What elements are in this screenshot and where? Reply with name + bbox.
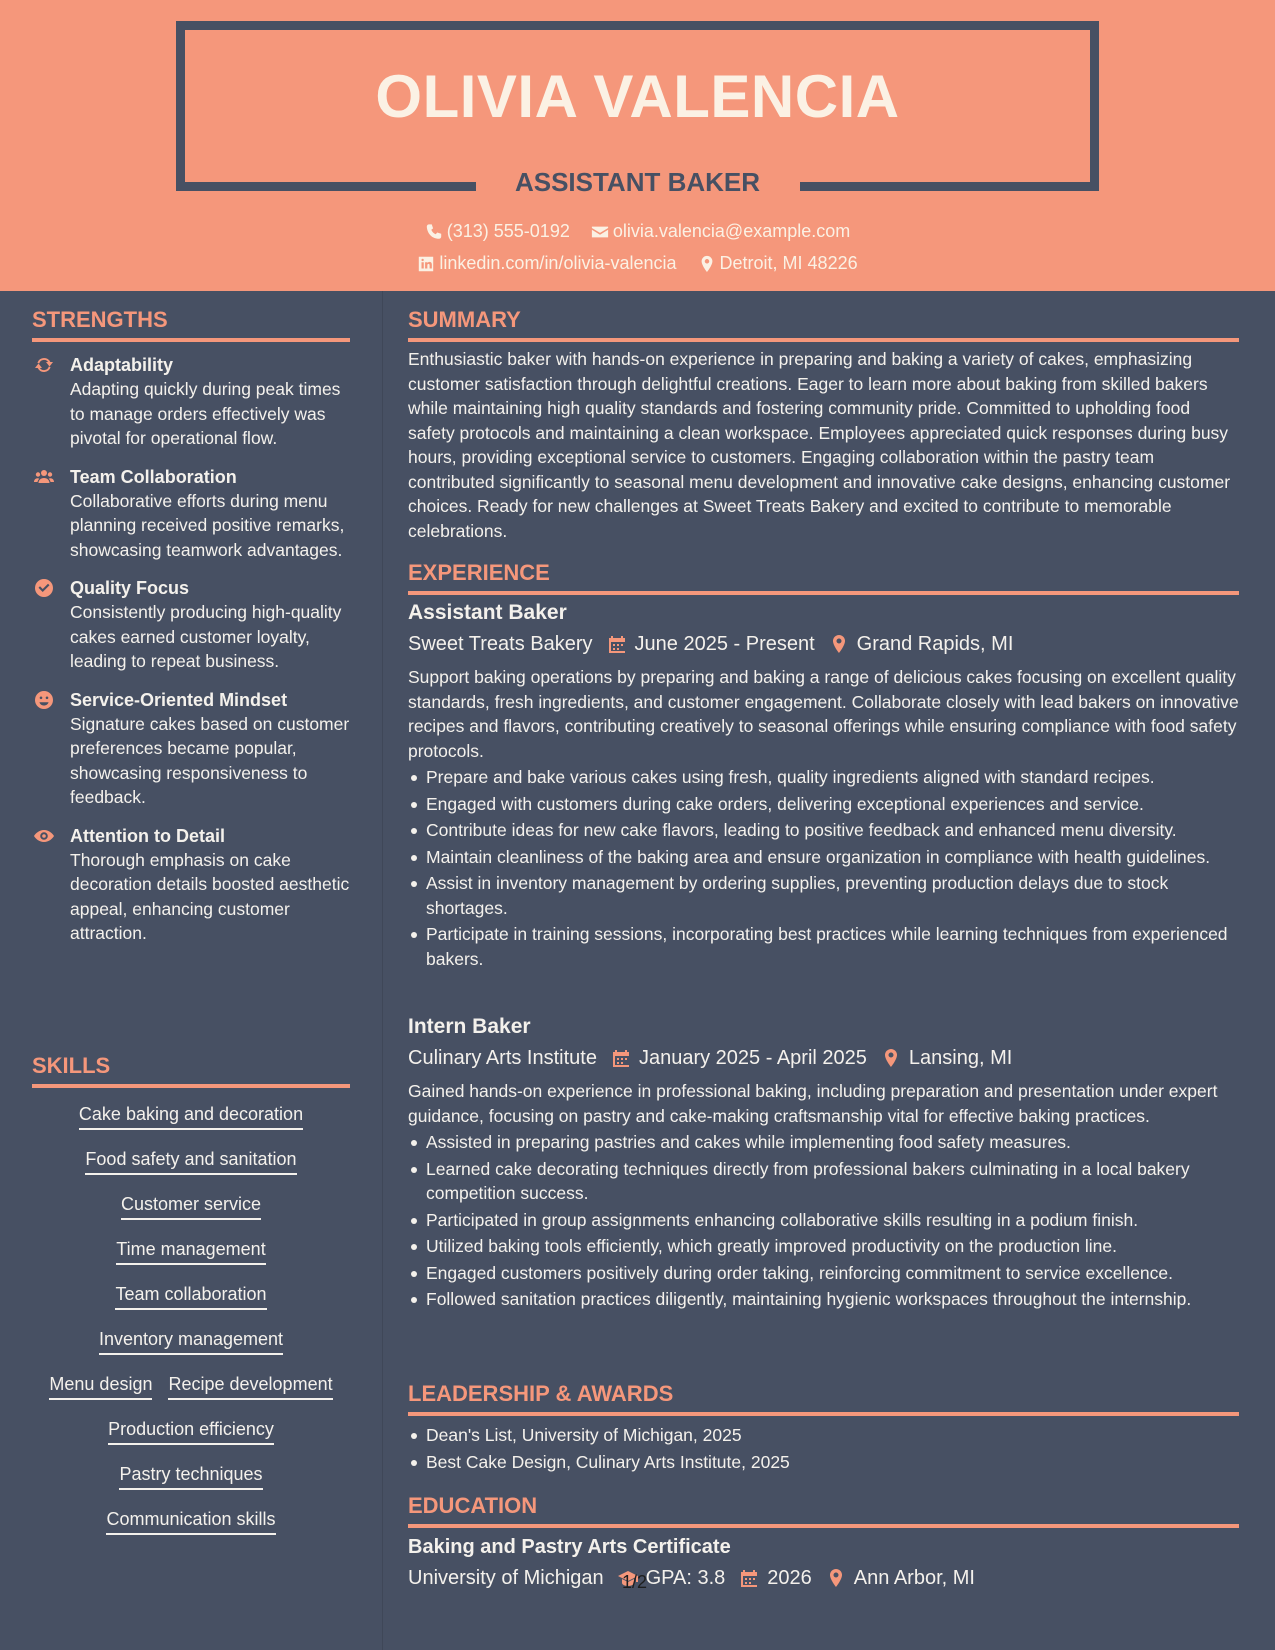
job-bullets xyxy=(408,1130,1239,1312)
education-heading: EDUCATION xyxy=(408,1493,1239,1528)
strength-desc: Consistently producing high-quality cakes earned customer loyalty, leading to repeat business. xyxy=(70,602,342,671)
job-position: Assistant Baker xyxy=(408,601,567,624)
job-position: Intern Baker xyxy=(408,1015,531,1038)
job-company: Culinary Arts Institute xyxy=(408,1047,597,1069)
leadership-list xyxy=(408,1423,1239,1476)
map-pin-icon xyxy=(698,255,716,273)
smile-icon xyxy=(34,690,54,710)
education-degree: Baking and Pastry Arts Certificate xyxy=(408,1536,731,1558)
skill-tag: Communication skills xyxy=(106,1508,275,1535)
job-bullet: Participated in group assignments enhancing collaborative skills resulting in a podium finish. xyxy=(408,1208,1239,1233)
contact-linkedin[interactable] xyxy=(417,253,676,274)
skills-heading: SKILLS xyxy=(32,1053,350,1088)
job-bullet: Engaged with customers during cake orders, delivering exceptional experiences and service. xyxy=(408,792,1239,817)
strength-item xyxy=(32,576,350,674)
job-description: Support baking operations by preparing and baking a range of delicious cakes focusing on excellent quality standards, fresh ingredients, and customer engagement. Collaborate closely with lead bakers on innovative recipes and flavors, contributing creatively to seasonal offerings while ensuring compliance with food safety protocols. xyxy=(408,667,1239,761)
education-location-text: Ann Arbor, MI xyxy=(853,1567,975,1589)
job-bullet: Maintain cleanliness of the baking area and ensure organization in compliance with health guidelines. xyxy=(408,845,1239,870)
strength-desc: Collaborative efforts during menu planning received positive remarks, showcasing teamwork advantages. xyxy=(70,490,345,560)
skill-tag: Customer service xyxy=(121,1193,261,1220)
job-location xyxy=(881,1044,1012,1072)
job-meta xyxy=(408,1044,1239,1072)
strength-desc: Thorough emphasis on cake decoration details boosted aesthetic appeal, enhancing customer attraction. xyxy=(70,849,350,943)
linkedin-text: linkedin.com/in/olivia-valencia xyxy=(439,253,677,273)
strength-title: Service-Oriented Mindset xyxy=(70,689,288,710)
email-text: olivia.valencia@example.com xyxy=(612,221,851,241)
eye-icon xyxy=(34,826,54,846)
location-text: Detroit, MI 48226 xyxy=(719,253,858,273)
job-dates xyxy=(607,630,815,658)
column-divider xyxy=(382,291,383,1650)
header-band xyxy=(0,0,1275,291)
job-bullet: Learned cake decorating techniques directly from professional bakers culminating in a local bakery competition success. xyxy=(408,1157,1239,1206)
strengths-heading: STRENGTHS xyxy=(32,307,350,342)
job-description: Gained hands-on experience in professional baking, including preparation and presentation under expert guidance, focusing on pastry and cake-making craftsmanship vital for effective baking practices. xyxy=(408,1081,1218,1126)
job-meta xyxy=(408,630,1239,658)
strength-item xyxy=(32,353,350,451)
job-bullet: Engaged customers positively during order taking, reinforcing commitment to service excellence. xyxy=(408,1261,1239,1286)
experience-heading: EXPERIENCE xyxy=(408,560,1239,595)
skill-tag: Recipe development xyxy=(168,1373,332,1400)
strength-item xyxy=(32,465,350,563)
education-entry xyxy=(408,1533,1239,1592)
education-school: University of Michigan xyxy=(408,1567,604,1589)
skill-tag: Time management xyxy=(116,1238,265,1265)
strength-item xyxy=(32,824,350,946)
strength-desc: Adapting quickly during peak times to manage orders effectively was pivotal for operational flow. xyxy=(70,379,341,448)
job-bullets xyxy=(408,765,1239,971)
job-company: Sweet Treats Bakery xyxy=(408,633,593,655)
candidate-name: OLIVIA VALENCIA xyxy=(375,63,900,130)
education-location xyxy=(826,1564,975,1592)
strength-title: Attention to Detail xyxy=(70,825,225,846)
award-item: Dean's List, University of Michigan, 2025 xyxy=(408,1423,1239,1448)
contact-phone[interactable] xyxy=(425,221,570,242)
skill-tag: Inventory management xyxy=(99,1328,283,1355)
strength-title: Quality Focus xyxy=(70,578,190,598)
job-bullet: Followed sanitation practices diligently, maintaining hygienic workspaces throughout the internship. xyxy=(408,1287,1239,1312)
job-dates-text: June 2025 - Present xyxy=(634,633,815,655)
map-pin-icon xyxy=(829,634,849,654)
summary-text: Enthusiastic baker with hands-on experience in preparing and baking a variety of cakes, emphasizing customer satisfaction through delightful creations. Eager to learn more about baking from skilled bakers while maintaining high quality standards and fostering community pride. Committed to upholding food safety protocols and maintaining a clean workspace. Employees appreciated quick responses during busy hours, providing exceptional service to customers. Engaging collaboration within the pastry team contributed significantly to seasonal menu development and innovative cake designs, enhancing customer choices. Ready for new challenges at Sweet Treats Bakery and excited to contribute to memorable celebrations. xyxy=(408,349,1231,541)
job-bullet: Assisted in preparing pastries and cakes while implementing food safety measures. xyxy=(408,1130,1239,1155)
check-circle-icon xyxy=(34,578,54,598)
education-year xyxy=(739,1564,812,1592)
skill-tag: Team collaboration xyxy=(115,1283,266,1310)
page-number: 1/2 xyxy=(622,1572,648,1592)
skill-tag: Pastry techniques xyxy=(119,1463,262,1490)
skill-tag: Menu design xyxy=(49,1373,152,1400)
job-bullet: Participate in training sessions, incorporating best practices while learning techniques from experienced bakers. xyxy=(408,922,1239,971)
skill-tag: Food safety and sanitation xyxy=(85,1148,296,1175)
linkedin-icon xyxy=(417,255,435,273)
skill-tag: Cake baking and decoration xyxy=(79,1103,303,1130)
job-bullet: Prepare and bake various cakes using fresh, quality ingredients aligned with standard recipes. xyxy=(408,765,1239,790)
contact-row-1 xyxy=(0,221,1275,246)
experience-job xyxy=(408,599,1239,973)
phone-icon xyxy=(425,223,443,241)
experience-job xyxy=(408,1013,1239,1314)
education-year-text: 2026 xyxy=(767,1567,812,1589)
job-bullet: Contribute ideas for new cake flavors, leading to positive feedback and enhanced menu diversity. xyxy=(408,818,1239,843)
calendar-icon xyxy=(611,1048,631,1068)
calendar-icon xyxy=(607,634,627,654)
job-title-heading: ASSISTANT BAKER xyxy=(514,167,761,197)
strength-item xyxy=(32,688,350,810)
education-meta xyxy=(408,1564,1239,1592)
phone-text: (313) 555-0192 xyxy=(446,221,570,241)
calendar-icon xyxy=(739,1568,759,1588)
summary-heading: SUMMARY xyxy=(408,307,1239,342)
strength-desc: Signature cakes based on customer preferences became popular, showcasing responsiveness to feedback. xyxy=(70,713,350,807)
job-location-text: Grand Rapids, MI xyxy=(856,633,1014,655)
education-gpa-text: GPA: 3.8 xyxy=(645,1567,726,1589)
job-bullet: Utilized baking tools efficiently, which greatly improved productivity on the production line. xyxy=(408,1234,1239,1259)
contact-location xyxy=(698,253,858,274)
job-dates xyxy=(611,1044,867,1072)
users-icon xyxy=(34,467,54,487)
map-pin-icon xyxy=(881,1048,901,1068)
job-dates-text: January 2025 - April 2025 xyxy=(638,1047,867,1069)
award-item: Best Cake Design, Culinary Arts Institute, 2025 xyxy=(408,1450,1239,1475)
strength-title: Adaptability xyxy=(70,355,174,375)
map-pin-icon xyxy=(826,1568,846,1588)
job-bullet: Assist in inventory management by ordering supplies, preventing production delays due to stock shortages. xyxy=(408,871,1239,920)
contact-email[interactable] xyxy=(591,221,850,242)
leadership-heading: LEADERSHIP & AWARDS xyxy=(408,1381,1239,1416)
sync-icon xyxy=(34,355,54,375)
strength-title: Team Collaboration xyxy=(70,466,237,487)
envelope-icon xyxy=(591,223,609,241)
skills-list xyxy=(32,1103,350,1553)
skill-tag: Production efficiency xyxy=(108,1418,274,1445)
contact-row-2 xyxy=(0,253,1275,278)
strengths-list xyxy=(32,353,350,960)
job-location xyxy=(829,630,1014,658)
job-location-text: Lansing, MI xyxy=(908,1047,1013,1069)
